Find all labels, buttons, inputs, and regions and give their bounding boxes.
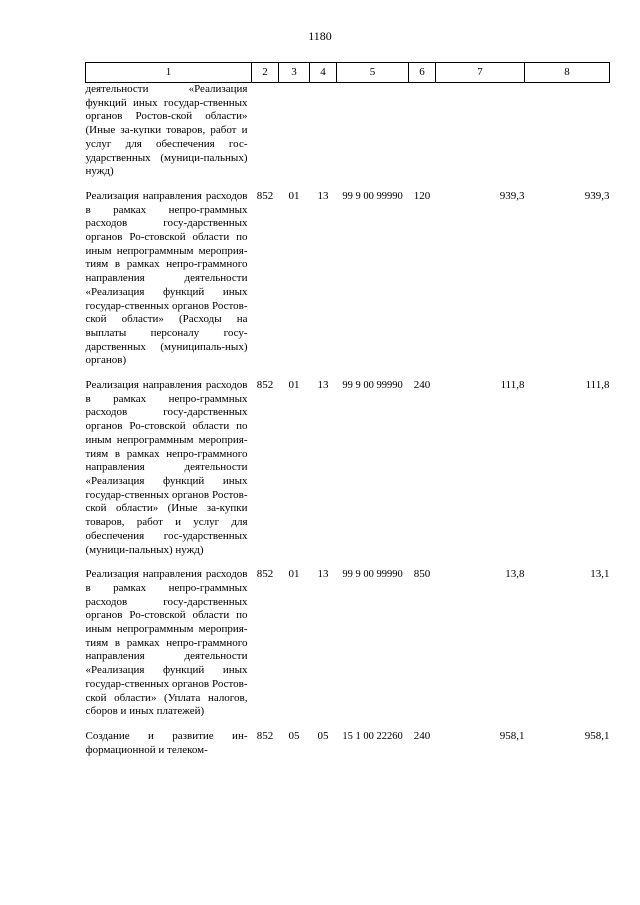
page-number: 1180: [308, 29, 332, 43]
cell-section: 01: [288, 568, 300, 581]
cell-target-article: 99 9 00 99990: [342, 190, 403, 202]
row-spacer: [86, 179, 610, 190]
cell-amount-actual: 958,1: [584, 729, 610, 742]
row-description: Реализация направления расходов в рамках непро-граммных расходов госу-дарственных органов Ро-стовской области по иным непрограммным мероприя-тиям в рамках непро-граммного направления деятельности «Реализация функций иных государ-ственных органов Ростов-ской области» (Уплата налогов, сборов и иных платежей): [85, 568, 248, 718]
table-row: [86, 190, 610, 368]
cell-target-article: 15 1 00 22260: [342, 730, 403, 742]
header-col-7: 7: [436, 63, 525, 83]
header-col-5: 5: [337, 63, 409, 83]
cell-amount-actual: 111,8: [585, 379, 610, 392]
cell-amount-actual: 13,1: [590, 568, 610, 581]
header-col-8: 8: [525, 63, 610, 83]
cell-section: 01: [288, 189, 300, 202]
budget-table: [85, 62, 610, 757]
header-col-2: 2: [252, 63, 279, 83]
header-row: [86, 63, 610, 83]
cell-subsection: 13: [317, 568, 329, 581]
cell-admin-code: 852: [256, 729, 274, 742]
cell-amount-plan: 111,8: [500, 379, 525, 392]
cell-expense-type: 850: [413, 568, 431, 581]
cell-admin-code: 852: [256, 189, 274, 202]
cell-amount-plan: 939,3: [499, 189, 525, 202]
row-description: деятельности «Реализация функций иных государ-ственных органов Ростов-ской области» (Иные за-купки товаров, работ и услуг для обеспечения гос-ударственных (муници-пальных) нужд): [85, 83, 248, 178]
cell-amount-plan: 13,8: [505, 568, 525, 581]
header-col-4: 4: [310, 63, 337, 83]
header-col-3: 3: [279, 63, 310, 83]
cell-subsection: 13: [317, 379, 329, 392]
cell-expense-type: 240: [413, 729, 431, 742]
cell-subsection: 05: [317, 729, 329, 742]
row-description: Создание и развитие ин-формационной и телеком-: [85, 729, 248, 756]
cell-amount-plan: 958,1: [499, 729, 525, 742]
cell-target-article: 99 9 00 99990: [342, 569, 403, 581]
row-description: Реализация направления расходов в рамках непро-граммных расходов госу-дарственных органов Ро-стовской области по иным непрограммным мероприя-тиям в рамках непро-граммного направления деятельности «Реализация функций иных государ-ственных органов Ростов-ской области» (Иные за-купки товаров, работ и услуг для обеспечения гос-ударственных (муници-пальных) нужд): [85, 379, 248, 556]
row-spacer: [86, 368, 610, 379]
cell-section: 05: [288, 729, 300, 742]
cell-expense-type: 240: [413, 379, 431, 392]
cell-amount-actual: 939,3: [584, 189, 610, 202]
table-row: [86, 568, 610, 719]
cell-admin-code: 852: [256, 379, 274, 392]
header-col-1: 1: [86, 63, 252, 83]
row-spacer: [86, 719, 610, 730]
cell-section: 01: [288, 379, 300, 392]
cell-subsection: 13: [317, 189, 329, 202]
table-row: [86, 730, 610, 757]
cell-expense-type: 120: [413, 189, 431, 202]
cell-admin-code: 852: [256, 568, 274, 581]
cell-target-article: 99 9 00 99990: [342, 380, 403, 392]
header-col-6: 6: [409, 63, 436, 83]
row-spacer: [86, 557, 610, 568]
row-description: Реализация направления расходов в рамках непро-граммных расходов госу-дарственных органов Ро-стовской области по иным непрограммным мероприя-тиям в рамках непро-граммного направления деятельности «Реализация функций иных государ-ственных органов Ростов-ской области» (Расходы на выплаты персоналу госу-дарственных (муниципаль-ных) органов): [85, 189, 248, 367]
table-row-continuation: [86, 83, 610, 179]
table-row: [86, 379, 610, 557]
